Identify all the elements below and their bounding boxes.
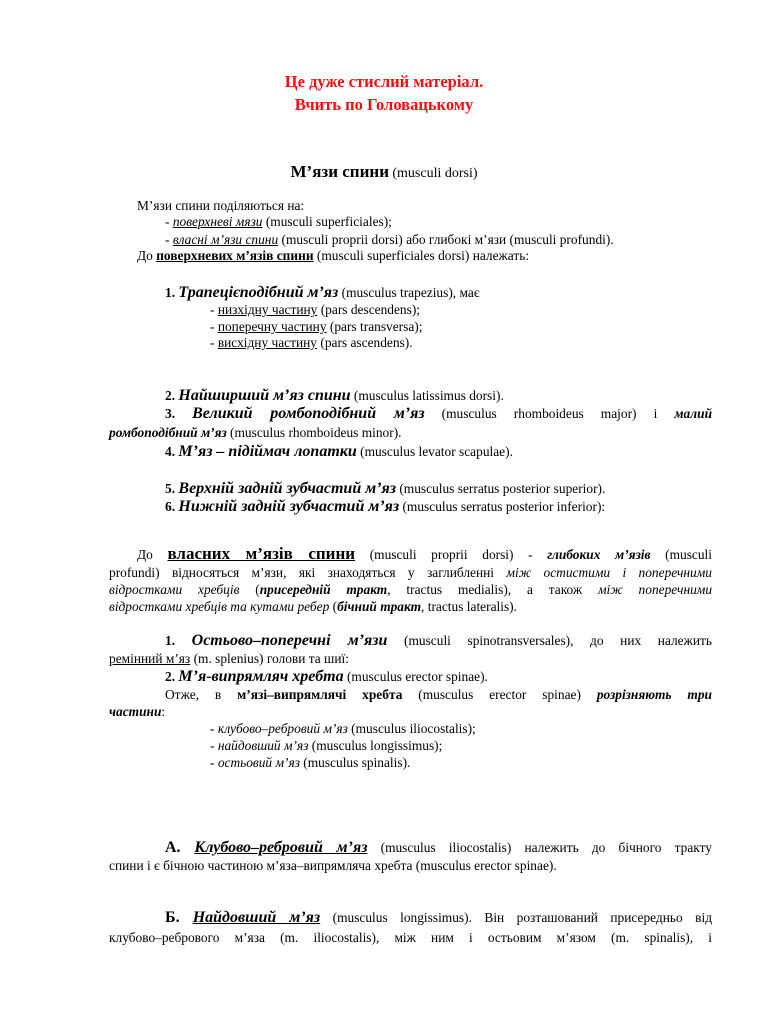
muscle-2-num: 2. <box>165 388 179 403</box>
dash: - <box>210 738 218 753</box>
deep-l4d: , tractus lateralis). <box>421 599 517 614</box>
part-term: найдовший м’яз <box>217 738 309 753</box>
deep-1-latin: (musculi spinotransversales), до них належить <box>387 633 712 648</box>
intro-latin-superficial: (musculi superficiales); <box>262 214 392 229</box>
deep-para-line-1 <box>109 546 712 563</box>
intro-term-superficial: поверхневі мязи <box>172 214 263 229</box>
erector-parts-word: частини <box>109 704 162 719</box>
section-a-name: Клубово–ребровий м’яз <box>194 839 368 856</box>
header-line-1: Це дуже стислий матеріал. <box>284 72 484 91</box>
deep-para-line-2 <box>109 565 712 581</box>
deep-p1: До <box>137 547 168 562</box>
part-term: клубово–ребровий м’яз <box>217 721 348 736</box>
intro-line-2 <box>165 214 392 230</box>
deep-l3e: між поперечними <box>598 582 713 597</box>
muscle-2-latin: (musculus latissimus dorsi). <box>350 388 504 403</box>
part-term: висхідну частину <box>217 335 318 350</box>
deep-l2b: між остистими і поперечними <box>506 565 712 580</box>
trapezius-part-1 <box>210 302 420 318</box>
muscle-3-name2b: ромбоподібний м’яз <box>109 425 227 440</box>
part-latin: (musculus spinalis). <box>299 755 411 770</box>
title-main: М’язи спини <box>290 162 389 181</box>
dash: - <box>210 319 218 334</box>
erector-colon: : <box>161 704 166 719</box>
muscle-4-name: М’яз – підіймач лопатки <box>178 443 357 460</box>
muscle-4-latin: (musculus levator scapulae). <box>356 444 513 459</box>
section-a-line-2: спини і є бічною частиною м’яза–випрямляча хребта (musculus erector spinae). <box>109 858 557 873</box>
deep-1-line-2 <box>109 651 349 667</box>
erector-p2: (musculus erector spinae) <box>402 687 597 702</box>
dash: - <box>210 755 218 770</box>
part-latin: (musculus iliocostalis); <box>347 721 476 736</box>
deep-lateral-tract: бічний тракт <box>337 599 422 614</box>
deep-l4a: відростками хребців та кутами ребер <box>109 599 330 614</box>
dash: - <box>210 335 218 350</box>
deep-para-line-3 <box>109 582 712 598</box>
page-title <box>0 162 768 184</box>
part-latin: (pars ascendens). <box>317 335 413 350</box>
muscle-5-latin: (musculus serratus posterior superior). <box>396 481 606 496</box>
intro-line-1: М’язи спини поділяються на: <box>137 198 305 213</box>
dash: - <box>210 302 218 317</box>
muscle-6-latin: (musculus serratus posterior inferior): <box>399 499 606 514</box>
trapezius-part-2 <box>210 319 422 335</box>
muscle-5-num: 5. <box>165 481 179 496</box>
part-term: остьовий м’яз <box>217 755 300 770</box>
part-term: поперечну частину <box>217 319 327 334</box>
trapezius-latin: (musculus trapezius), має <box>338 285 480 300</box>
muscle-4-num: 4. <box>165 444 179 459</box>
muscle-4 <box>165 444 513 460</box>
intro-term-superficial-back: поверхневих м’язів спини <box>156 248 314 263</box>
muscle-3-num: 3. <box>165 406 193 421</box>
muscle-5 <box>165 481 605 497</box>
intro-term-proper: власні м’язи спини <box>172 232 279 247</box>
muscle-3-name2a: малий <box>674 406 713 421</box>
erector-part-3 <box>210 755 410 771</box>
splenius-term: ремінний м’яз <box>109 651 191 666</box>
muscle-2-name: Найширший м’яз спини <box>178 387 351 404</box>
intro-l4-post: (musculi superficiales dorsi) належать: <box>313 248 530 263</box>
muscle-5-name: Верхній задній зубчастий м’яз <box>178 480 396 497</box>
muscle-3-line-1 <box>109 406 712 422</box>
intro-line-3 <box>165 232 614 248</box>
header-line-2: Вчить по Головацькому <box>294 95 474 114</box>
trapezius-heading <box>165 285 480 301</box>
trapezius-num: 1. <box>165 285 179 300</box>
erector-part-1 <box>210 721 476 737</box>
intro-l4-pre: До <box>137 248 157 263</box>
muscle-3-latin: (musculus rhomboideus major) і <box>424 406 675 421</box>
deep-2-num: 2. <box>165 669 179 684</box>
deep-1-num: 1. <box>165 633 192 648</box>
deep-p4: (musculi <box>650 547 713 562</box>
erector-term: м’язі–випрямлячі хребта <box>237 687 403 702</box>
deep-l4b: ( <box>329 599 338 614</box>
section-a-letter: А. <box>165 839 195 856</box>
deep-l3b: ( <box>239 582 260 597</box>
deep-1-line-1 <box>109 633 712 649</box>
deep-medial-tract: присередній тракт <box>259 582 388 597</box>
muscle-6-name: Нижній задній зубчастий м’яз <box>178 498 400 515</box>
part-latin: (musculus longissimus); <box>308 738 443 753</box>
deep-2 <box>165 669 488 685</box>
deep-l2a: profundi) відносяться м’язи, які знаходяться у заглибленні <box>109 565 507 580</box>
trapezius-part-3 <box>210 335 413 351</box>
section-b-l1post: (musculus longissimus). Він розташований присередньо від <box>320 910 713 925</box>
muscle-2 <box>165 388 504 404</box>
part-latin: (pars transversa); <box>326 319 423 334</box>
part-term: низхідну частину <box>217 302 318 317</box>
erector-p1: Отже, в <box>165 687 238 702</box>
section-b-line-1 <box>109 910 712 926</box>
muscle-6-num: 6. <box>165 499 179 514</box>
deep-1-name: Остьово–поперечні м’язи <box>191 632 388 649</box>
deep-2-name: М’я-випрямляч хребта <box>178 668 344 685</box>
muscle-3-line-2 <box>109 425 402 441</box>
dash: - <box>165 232 173 247</box>
deep-p2: (musculi proprii dorsi) - <box>355 547 548 562</box>
part-latin: (pars descendens); <box>317 302 420 317</box>
section-b-name: Найдовший м’яз <box>192 909 321 926</box>
erector-p3: розрізняють три <box>596 687 712 702</box>
intro-latin-proper: (musculi proprii dorsi) або глибокі м’язи (musculi profundi). <box>278 232 614 247</box>
section-b-line-2: клубово–ребрового м’яза (m. iliocostalis), між ним і остьовим м’язом (m. spinalis), і <box>109 930 712 945</box>
intro-line-4 <box>137 248 529 264</box>
muscle-3-latin2: (musculus rhomboideus minor). <box>226 425 402 440</box>
deep-term: власних м’язів спини <box>167 544 356 563</box>
dash: - <box>210 721 218 736</box>
muscle-3-name: Великий ромбоподібний м’яз <box>192 405 425 422</box>
erector-line-2 <box>109 704 165 720</box>
trapezius-name: Трапецієподібний м’яз <box>178 284 339 301</box>
deep-l3d: , tractus medialis), а також <box>387 582 598 597</box>
erector-part-2 <box>210 738 442 754</box>
deep-l3a: відростками хребців <box>109 582 240 597</box>
title-latin: (musculi dorsi) <box>392 166 478 181</box>
deep-p3: глибоких м’язів <box>547 547 651 562</box>
section-b-letter: Б. <box>165 909 193 926</box>
splenius-post: (m. splenius) голови та шиї: <box>190 651 349 666</box>
erector-line-1 <box>109 687 712 703</box>
deep-para-line-4 <box>109 599 517 615</box>
deep-2-latin: (musculus erector spinae). <box>343 669 488 684</box>
muscle-6 <box>165 499 605 515</box>
section-a-line-1 <box>109 840 712 856</box>
section-a-l1post: (musculus iliocostalis) належить до бічного тракту <box>367 840 712 855</box>
dash: - <box>165 214 173 229</box>
